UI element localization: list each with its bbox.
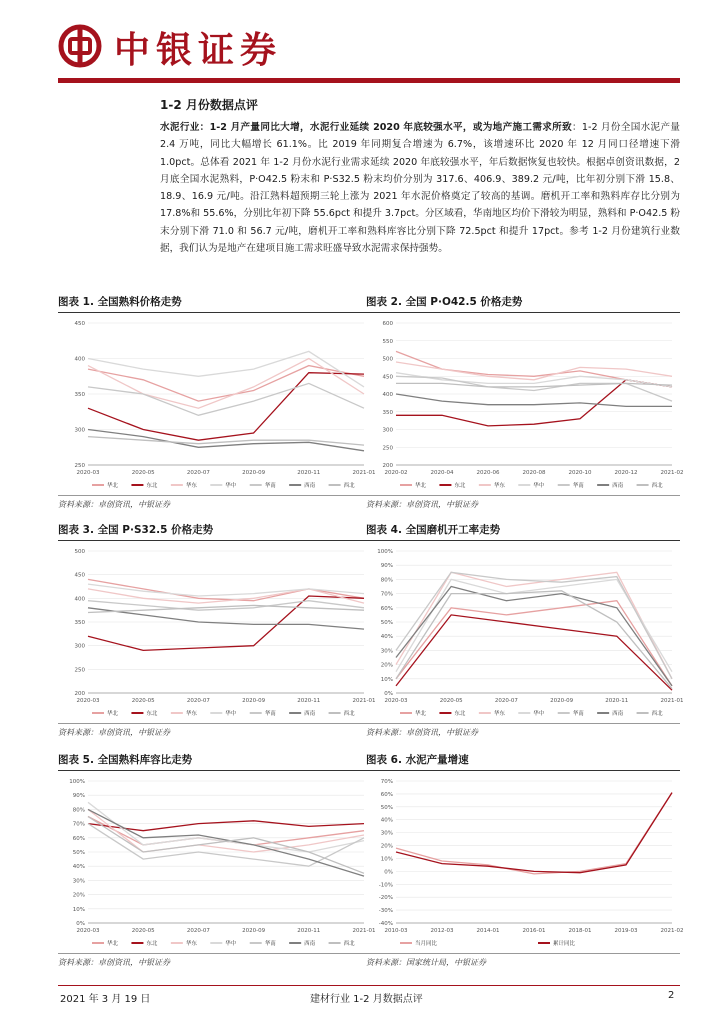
legend-label: 华中 (225, 483, 237, 489)
y-tick-label: 350 (74, 620, 85, 626)
y-tick-label: 350 (382, 409, 393, 416)
y-tick-label: 20% (380, 662, 393, 669)
y-tick-label: 30% (380, 830, 393, 837)
y-tick-label: 250 (382, 445, 393, 452)
legend-label: 华南 (572, 483, 584, 489)
y-tick-label: -10% (378, 882, 393, 889)
y-tick-label: 40% (380, 817, 393, 824)
x-tick-label: 2020-05 (131, 928, 155, 934)
legend-label: 华南 (264, 483, 276, 489)
series-line (88, 817, 364, 874)
x-tick-label: 2020-07 (186, 698, 210, 704)
series-line (396, 793, 672, 874)
y-tick-label: 0% (384, 869, 393, 876)
legend-label: 西北 (343, 483, 355, 489)
series-line (88, 802, 364, 852)
x-tick-label: 2020-07 (186, 470, 210, 476)
series-line (396, 351, 672, 387)
y-tick-label: 400 (74, 596, 85, 603)
x-tick-label: 2020-11 (297, 698, 321, 704)
y-tick-label: 80% (380, 577, 393, 584)
y-tick-label: 90% (72, 793, 85, 800)
x-tick-label: 2020-05 (131, 698, 155, 704)
x-tick-label: 2020-03 (76, 470, 100, 476)
paragraph-body: ：1-2 月份全国水泥产量 2.4 万吨，同比大幅增长 61.1%。比 2019 年同期复合增速为 6.7%，该增速环比 2020 年 12 月同口径增速下滑 1.0pct。总体看 2021 年 1-2 月份水泥行业需求延续 2020 年底较强水平，年后数据恢复也较快。根据卓创资讯数据，2 月底全国水泥熟料，P·O42.5 粉末和 P·S32.5 粉末均价分别为 317.6、406.9、389.2 元/吨，比年初分别下滑 15.8、18.9、16.9 元/吨。沿江熟料超预期三轮上涨为 2021 年水泥价格奠定了较高的基调。磨机开工率和熟料库存比分别为 17.8%和 55.6%，分别比年初下降 55.6pct 和提升 3.7pct。分区域看，华南地区均价下滑较为明显，熟料和 P·O42.5 粉末分别下滑 71.0 和 56.7 元/吨，磨机开工率和熟料库容比分别下降 72.5pct 和提升 17pct。参考 1-2 月份建筑行业数据，我们认为是地产在建项目施工需求旺盛导致水泥需求保持强势。 (160, 122, 680, 255)
series-line (88, 351, 364, 387)
y-tick-label: 10% (380, 856, 393, 863)
y-tick-label: 300 (74, 427, 85, 434)
y-tick-label: 250 (74, 667, 85, 674)
legend-label: 华东 (185, 483, 197, 489)
x-tick-label: 2021-02 (660, 928, 684, 934)
y-tick-label: 500 (74, 549, 85, 555)
x-tick-label: 2020-07 (186, 928, 210, 934)
legend-label: 华北 (415, 483, 427, 489)
y-tick-label: 70% (380, 591, 393, 598)
y-tick-label: 100% (69, 779, 85, 785)
series-line (396, 591, 672, 689)
x-tick-label: 2019-03 (614, 928, 638, 934)
y-tick-label: 300 (74, 643, 85, 650)
y-tick-label: 450 (74, 321, 85, 327)
x-tick-label: 2014-01 (476, 928, 500, 934)
legend-label: 东北 (454, 483, 466, 489)
y-tick-label: 80% (72, 807, 85, 814)
x-tick-label: 2020-04 (430, 470, 454, 476)
chart-ps325-price (58, 543, 376, 721)
series-line (88, 366, 364, 402)
x-tick-label: 2021-02 (660, 470, 684, 476)
page-header (58, 22, 680, 78)
x-tick-label: 2020-10 (568, 470, 592, 476)
y-tick-label: 450 (382, 374, 393, 381)
figure-title: 图表 5. 全国熟料库容比走势 (58, 752, 372, 771)
legend-label: 华中 (225, 941, 237, 947)
y-tick-label: 30% (380, 648, 393, 655)
footer-date: 2021 年 3 月 19 日 (60, 994, 151, 1005)
y-tick-label: 50% (380, 620, 393, 626)
y-tick-label: 100% (377, 549, 393, 555)
x-tick-label: 2021-01 (352, 470, 376, 476)
y-tick-label: 20% (72, 892, 85, 899)
legend-label: 西南 (304, 711, 316, 717)
legend-label: 累计同比 (553, 941, 576, 947)
section-title: 1-2 月份数据点评 (160, 98, 258, 112)
y-tick-label: 40% (72, 864, 85, 871)
x-tick-label: 2020-05 (131, 470, 155, 476)
figure-source: 资料来源：卓创资讯，中银证券 (366, 495, 680, 511)
legend-label: 华南 (264, 941, 276, 947)
y-tick-label: 200 (74, 691, 85, 697)
y-tick-label: 350 (74, 392, 85, 398)
figure-4 (366, 522, 684, 739)
legend-label: 西南 (612, 483, 624, 489)
y-tick-label: 0% (384, 691, 393, 697)
y-tick-label: 50% (380, 804, 393, 811)
chart-mill-utilization (366, 543, 684, 721)
figure-5 (58, 752, 376, 969)
y-tick-label: 30% (72, 878, 85, 885)
y-tick-label: 400 (382, 392, 393, 398)
x-tick-label: 2020-02 (384, 470, 408, 476)
legend-label: 西北 (343, 941, 355, 947)
y-tick-label: 450 (74, 572, 85, 579)
y-tick-label: 40% (380, 634, 393, 641)
legend-label: 华中 (533, 483, 545, 489)
x-tick-label: 2020-06 (476, 470, 500, 476)
x-tick-label: 2020-09 (242, 928, 266, 934)
figure-source: 资料来源：国家统计局，中银证券 (366, 953, 680, 969)
commentary-paragraph (160, 119, 680, 257)
figure-title: 图表 1. 全国熟料价格走势 (58, 294, 372, 313)
chart-po425-price (366, 315, 684, 493)
x-tick-label: 2020-11 (605, 698, 629, 704)
figure-1 (58, 294, 376, 511)
series-line (396, 394, 672, 406)
y-tick-label: 20% (380, 843, 393, 850)
y-tick-label: 70% (380, 779, 393, 785)
x-tick-label: 2020-03 (76, 928, 100, 934)
y-tick-label: -40% (378, 921, 393, 927)
series-line (88, 383, 364, 415)
legend-label: 华东 (493, 483, 505, 489)
y-tick-label: 250 (74, 463, 85, 469)
page-number: 2 (668, 990, 675, 1001)
x-tick-label: 2020-08 (522, 470, 546, 476)
x-tick-label: 2020-09 (242, 470, 266, 476)
legend-label: 华南 (572, 711, 584, 717)
x-tick-label: 2020-09 (242, 698, 266, 704)
legend-label: 华中 (533, 711, 545, 717)
legend-label: 西南 (612, 711, 624, 717)
y-tick-label: 60% (72, 835, 85, 842)
legend-label: 西北 (343, 711, 355, 717)
y-tick-label: -20% (378, 895, 393, 902)
legend-label: 当月同比 (415, 941, 438, 947)
legend-label: 东北 (454, 711, 466, 717)
y-tick-label: 500 (382, 356, 393, 363)
y-tick-label: 600 (382, 321, 393, 327)
series-line (396, 601, 672, 686)
y-tick-label: 10% (72, 906, 85, 913)
x-tick-label: 2020-11 (297, 470, 321, 476)
chart-clinker-price (58, 315, 376, 493)
series-line (88, 821, 364, 831)
figure-source: 资料来源：卓创资讯，中银证券 (58, 953, 372, 969)
legend-label: 华北 (107, 941, 119, 947)
x-tick-label: 2021-01 (352, 928, 376, 934)
legend-label: 西南 (304, 483, 316, 489)
figure-source: 资料来源：卓创资讯，中银证券 (58, 495, 372, 511)
legend-label: 东北 (146, 941, 158, 947)
legend-label: 华北 (107, 483, 119, 489)
y-tick-label: 10% (380, 676, 393, 683)
paragraph-lead: 水泥行业：1-2 月产量同比大增，水泥行业延续 2020 年底较强水平，或为地产施工需求所致 (160, 122, 573, 133)
brand-name: 中银证券 (114, 29, 283, 71)
x-tick-label: 2012-03 (430, 928, 454, 934)
x-tick-label: 2020-09 (550, 698, 574, 704)
y-tick-label: 550 (382, 338, 393, 345)
chart-clinker-inventory (58, 773, 376, 951)
x-tick-label: 2020-12 (614, 470, 638, 476)
x-tick-label: 2018-01 (568, 928, 592, 934)
footer-doc-title: 建材行业 1-2 月数据点评 (310, 994, 423, 1005)
figure-6 (366, 752, 684, 969)
figure-title: 图表 3. 全国 P·S32.5 价格走势 (58, 522, 372, 541)
figure-source: 资料来源：卓创资讯，中银证券 (366, 723, 680, 739)
y-tick-label: 90% (380, 563, 393, 570)
legend-label: 西南 (304, 941, 316, 947)
x-tick-label: 2016-01 (522, 928, 546, 934)
bank-of-china-logo-icon (58, 24, 102, 68)
figure-3 (58, 522, 376, 739)
series-line (88, 373, 364, 441)
figure-2 (366, 294, 684, 511)
x-tick-label: 2020-07 (494, 698, 518, 704)
x-tick-label: 2021-01 (660, 698, 684, 704)
figure-title: 图表 6. 水泥产量增速 (366, 752, 680, 771)
x-tick-label: 2020-03 (76, 698, 100, 704)
legend-label: 西北 (651, 483, 663, 489)
figure-title: 图表 4. 全国磨机开工率走势 (366, 522, 680, 541)
series-line (88, 430, 364, 451)
y-tick-label: 70% (72, 821, 85, 828)
x-tick-label: 2020-05 (439, 698, 463, 704)
legend-label: 西北 (651, 711, 663, 717)
x-tick-label: 2020-03 (384, 698, 408, 704)
x-tick-label: 2021-01 (352, 698, 376, 704)
y-tick-label: 60% (380, 605, 393, 612)
y-tick-label: 60% (380, 791, 393, 798)
legend-label: 东北 (146, 711, 158, 717)
legend-label: 华北 (107, 711, 119, 717)
legend-label: 华东 (185, 941, 197, 947)
chart-cement-output-growth (366, 773, 684, 951)
y-tick-label: 300 (382, 427, 393, 434)
legend-label: 华东 (493, 711, 505, 717)
legend-label: 华中 (225, 711, 237, 717)
figure-source: 资料来源：卓创资讯，中银证券 (58, 723, 372, 739)
header-rule (58, 78, 680, 83)
footer-rule (58, 985, 680, 986)
y-tick-label: 0% (76, 921, 85, 927)
y-tick-label: 200 (382, 463, 393, 469)
x-tick-label: 2020-11 (297, 928, 321, 934)
x-tick-label: 2010-03 (384, 928, 408, 934)
series-line (396, 362, 672, 380)
y-tick-label: 400 (74, 356, 85, 363)
legend-label: 华北 (415, 711, 427, 717)
legend-label: 华东 (185, 711, 197, 717)
y-tick-label: 50% (72, 850, 85, 856)
y-tick-label: -30% (378, 908, 393, 915)
legend-label: 东北 (146, 483, 158, 489)
figure-title: 图表 2. 全国 P·O42.5 价格走势 (366, 294, 680, 313)
legend-label: 华南 (264, 711, 276, 717)
